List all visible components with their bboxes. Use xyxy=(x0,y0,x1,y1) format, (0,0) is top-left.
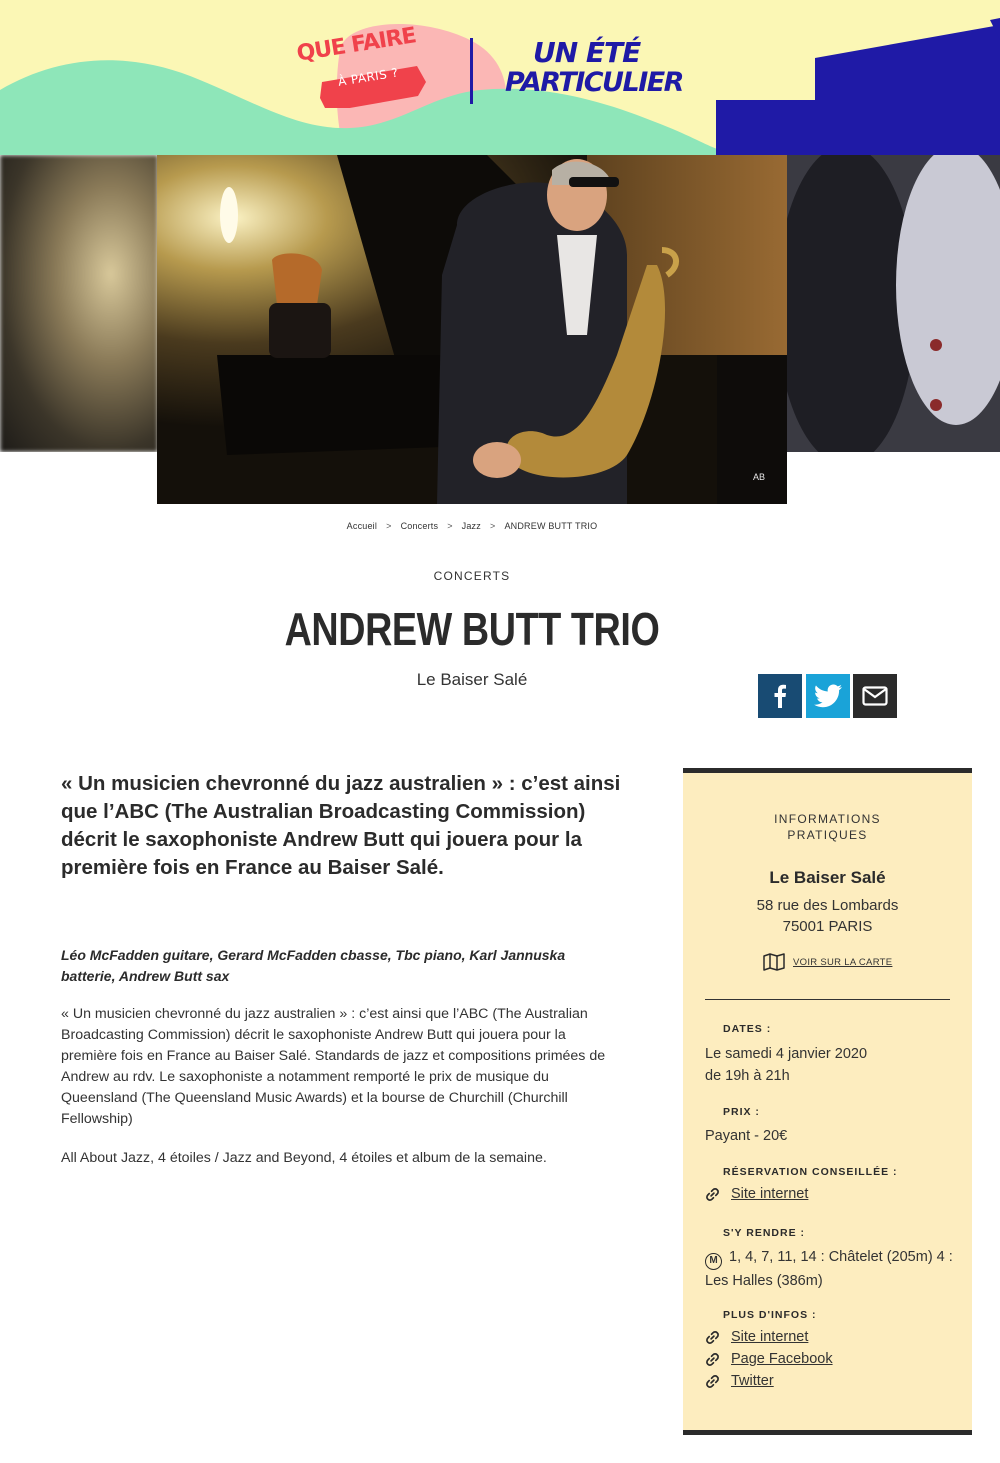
info-address xyxy=(683,895,972,937)
more-link-twitter-label[interactable]: Twitter xyxy=(731,1373,774,1389)
event-credits: Léo McFadden guitare, Gerard McFadden cbasse, Tbc piano, Karl Jannuska batterie, Andrew Butt sax xyxy=(61,947,566,984)
share-facebook-button[interactable] xyxy=(758,674,802,718)
practical-info-box xyxy=(683,768,972,1435)
logo-right-line2: PARTICULIER xyxy=(505,67,683,98)
more-link-twitter[interactable] xyxy=(705,1373,774,1389)
event-category[interactable]: CONCERTS xyxy=(433,569,511,583)
breadcrumb-current: ANDREW BUTT TRIO xyxy=(504,521,598,531)
email-icon xyxy=(862,686,888,706)
header-background xyxy=(0,0,1000,155)
share-twitter-button[interactable] xyxy=(806,674,850,718)
booking-link[interactable] xyxy=(705,1186,808,1202)
info-divider xyxy=(705,999,950,1000)
logo-left-line1: QUE FAIRE xyxy=(295,23,418,67)
link-icon xyxy=(705,1374,720,1389)
breadcrumb: Accueil > Concerts > Jazz > ANDREW BUTT TRIO xyxy=(346,521,598,531)
access-line1: 1, 4, 7, 11, 14 : Châtelet (205m) 4 : xyxy=(729,1249,953,1265)
event-venue: Le Baiser Salé xyxy=(416,670,528,689)
un-ete-particulier-logo[interactable] xyxy=(505,36,683,108)
booking-label: RÉSERVATION CONSEILLÉE : xyxy=(723,1166,898,1178)
map-link[interactable] xyxy=(763,953,892,971)
photo-credit: AB xyxy=(752,472,765,482)
more-link-website[interactable] xyxy=(705,1329,808,1345)
info-title-line1: INFORMATIONS xyxy=(774,812,881,826)
info-title xyxy=(683,811,972,843)
map-link-label[interactable]: VOIR SUR LA CARTE xyxy=(793,956,893,968)
twitter-icon xyxy=(814,684,842,708)
event-lead: « Un musicien chevronné du jazz australien » : c’est ainsi que l’ABC (The Australian Broadcasting Commission) décrit le saxophoniste Andrew Butt qui jouera pour la première fois en France au Baiser Salé. xyxy=(61,772,621,879)
facebook-icon xyxy=(773,684,787,708)
info-venue-name: Le Baiser Salé xyxy=(769,868,886,887)
more-link-facebook-label[interactable]: Page Facebook xyxy=(731,1351,833,1367)
dates-label: DATES : xyxy=(723,1023,772,1035)
dates-time: de 19h à 21h xyxy=(705,1068,790,1084)
hero-blurred-right xyxy=(786,155,1000,452)
price-label: PRIX : xyxy=(723,1106,760,1118)
event-description: « Un musicien chevronné du jazz australien » : c’est ainsi que l’ABC (The Australian Broadcasting Commission) décrit le saxophoniste Andrew Butt qui jouera pour la première fois en France au Baiser Salé. Standards de jazz et compositions primées de Andrew au rdv. Le saxophoniste a notamment remporté le prix de musique du Queensland (The Queensland Music Awards) et la bourse de Churchill (Churchill Fellowship) xyxy=(61,1006,606,1127)
hero-right-shapes xyxy=(786,155,1000,452)
more-info-label: PLUS D'INFOS : xyxy=(723,1309,817,1321)
more-link-facebook[interactable] xyxy=(705,1351,833,1367)
dates-day: Le samedi 4 janvier 2020 xyxy=(705,1046,868,1062)
access-label: S'Y RENDRE : xyxy=(723,1227,805,1239)
hero-blurred-left xyxy=(0,155,158,452)
event-reviews: All About Jazz, 4 étoiles / Jazz and Beyond, 4 étoiles et album de la semaine. xyxy=(61,1150,547,1166)
booking-link-label[interactable]: Site internet xyxy=(731,1186,809,1202)
access-line2: Les Halles (386m) xyxy=(705,1272,823,1289)
logo-separator xyxy=(470,38,473,104)
info-address-street: 58 rue des Lombards xyxy=(756,897,899,914)
link-icon xyxy=(705,1187,720,1202)
info-title-line2: PRATIQUES xyxy=(787,828,868,842)
map-icon xyxy=(763,953,785,971)
metro-icon: M xyxy=(705,1253,722,1270)
logo-left-line2: À PARIS ? xyxy=(337,65,400,89)
info-address-city: 75001 PARIS xyxy=(782,918,873,935)
dates-value xyxy=(705,1043,955,1087)
que-faire-a-paris-logo[interactable] xyxy=(292,23,432,108)
share-email-button[interactable] xyxy=(853,674,897,718)
photo-illustration xyxy=(157,155,787,504)
link-icon xyxy=(705,1352,720,1367)
access-value xyxy=(705,1246,955,1292)
breadcrumb-concerts[interactable]: Concerts xyxy=(400,521,439,531)
event-photo xyxy=(157,155,787,504)
page-title: ANDREW BUTT TRIO xyxy=(284,603,660,655)
site-header xyxy=(0,0,1000,155)
breadcrumb-jazz[interactable]: Jazz xyxy=(461,521,481,531)
breadcrumb-home[interactable]: Accueil xyxy=(346,521,378,531)
link-icon xyxy=(705,1330,720,1345)
price-value: Payant - 20€ xyxy=(705,1128,788,1144)
more-link-website-label[interactable]: Site internet xyxy=(731,1329,809,1345)
logo-right-line1: UN ÉTÉ xyxy=(533,36,641,69)
